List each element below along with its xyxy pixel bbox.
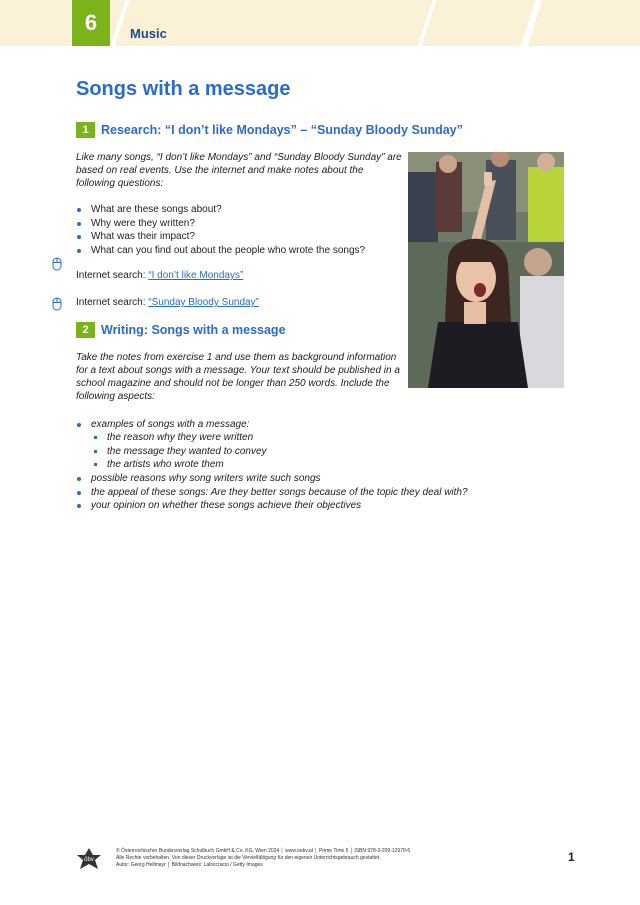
instruction-line: based on real events. Use the internet and make notes about the bbox=[76, 165, 364, 176]
sub-aspect-list bbox=[76, 431, 267, 472]
exercise-2-heading bbox=[76, 322, 286, 338]
exercise-title: Writing: Songs with a message bbox=[101, 323, 286, 337]
publisher-logo bbox=[76, 847, 102, 871]
list-item: your opinion on whether these songs achieve their objectives bbox=[76, 499, 468, 513]
footer-line: © Österreichischer Bundesverlag Schulbuch GmbH & Co. KG, Wien 2024 │ www.oebv.at │ Prime Time 5 │ ISBN 978-3-209-12979-6 bbox=[116, 848, 411, 854]
list-item: the reason why they were written bbox=[76, 431, 267, 445]
question-list bbox=[76, 203, 365, 257]
aspect-list bbox=[76, 472, 468, 513]
mouse-icon bbox=[52, 297, 62, 311]
list-item: What was their impact? bbox=[76, 230, 365, 244]
unit-title: Music bbox=[130, 26, 167, 41]
page-title: Songs with a message bbox=[76, 78, 291, 100]
instruction-line: Like many songs, “I don’t like Mondays” and “Sunday Bloody Sunday” are bbox=[76, 152, 402, 163]
header-stripe bbox=[418, 0, 437, 46]
internet-search-2 bbox=[76, 297, 259, 308]
logo-text: öbv bbox=[84, 857, 94, 863]
internet-search-1 bbox=[76, 270, 243, 281]
list-item: the message they wanted to convey bbox=[76, 445, 267, 459]
search-link-sunday[interactable]: “Sunday Bloody Sunday” bbox=[148, 297, 259, 308]
list-item: What can you find out about the people who wrote the songs? bbox=[76, 244, 365, 258]
list-item: possible reasons why song writers write such songs bbox=[76, 472, 468, 486]
aspect-list bbox=[76, 418, 249, 432]
list-item: the appeal of these songs: Are they better songs because of the topic they deal with? bbox=[76, 486, 468, 500]
header-stripe bbox=[111, 0, 130, 46]
footer-line: Alle Rechte vorbehalten. Von dieser Druckvorlage ist die Vervielfältigung für den eigenen Unterrichtsgebrauch gestattet. bbox=[116, 855, 381, 861]
search-link-mondays[interactable]: “I don’t like Mondays” bbox=[148, 270, 244, 281]
unit-number-tab: 6 bbox=[72, 0, 110, 46]
instruction-line: following aspects: bbox=[76, 391, 155, 402]
footer-line: Autor: Georg Hellmayr │ Bildnachweis: Laloccracio / Getty Images bbox=[116, 862, 263, 868]
instruction-line: for a text about songs with a message. Your text should be published in a bbox=[76, 365, 400, 376]
exercise-2-instructions bbox=[76, 351, 400, 403]
exercise-1-instructions bbox=[76, 151, 402, 190]
exercise-number-badge: 1 bbox=[76, 122, 95, 138]
protest-photo bbox=[408, 152, 564, 388]
exercise-1-heading bbox=[76, 122, 463, 138]
header-stripe bbox=[521, 0, 543, 46]
mouse-icon bbox=[52, 257, 62, 271]
footer-copyright bbox=[116, 848, 410, 869]
exercise-number-badge: 2 bbox=[76, 322, 95, 338]
list-item: What are these songs about? bbox=[76, 203, 365, 217]
search-label: Internet search: bbox=[76, 297, 149, 308]
instruction-line: Take the notes from exercise 1 and use them as background information bbox=[76, 352, 397, 363]
list-item: the artists who wrote them bbox=[76, 458, 267, 472]
page-number: 1 bbox=[568, 850, 575, 864]
search-label: Internet search: bbox=[76, 270, 149, 281]
list-item: examples of songs with a message: bbox=[76, 418, 249, 432]
instruction-line: following questions: bbox=[76, 178, 164, 189]
instruction-line: school magazine and should not be longer than 250 words. Include the bbox=[76, 378, 390, 389]
exercise-title: Research: “I don’t like Mondays” – “Sunday Bloody Sunday” bbox=[101, 123, 463, 137]
list-item: Why were they written? bbox=[76, 217, 365, 231]
